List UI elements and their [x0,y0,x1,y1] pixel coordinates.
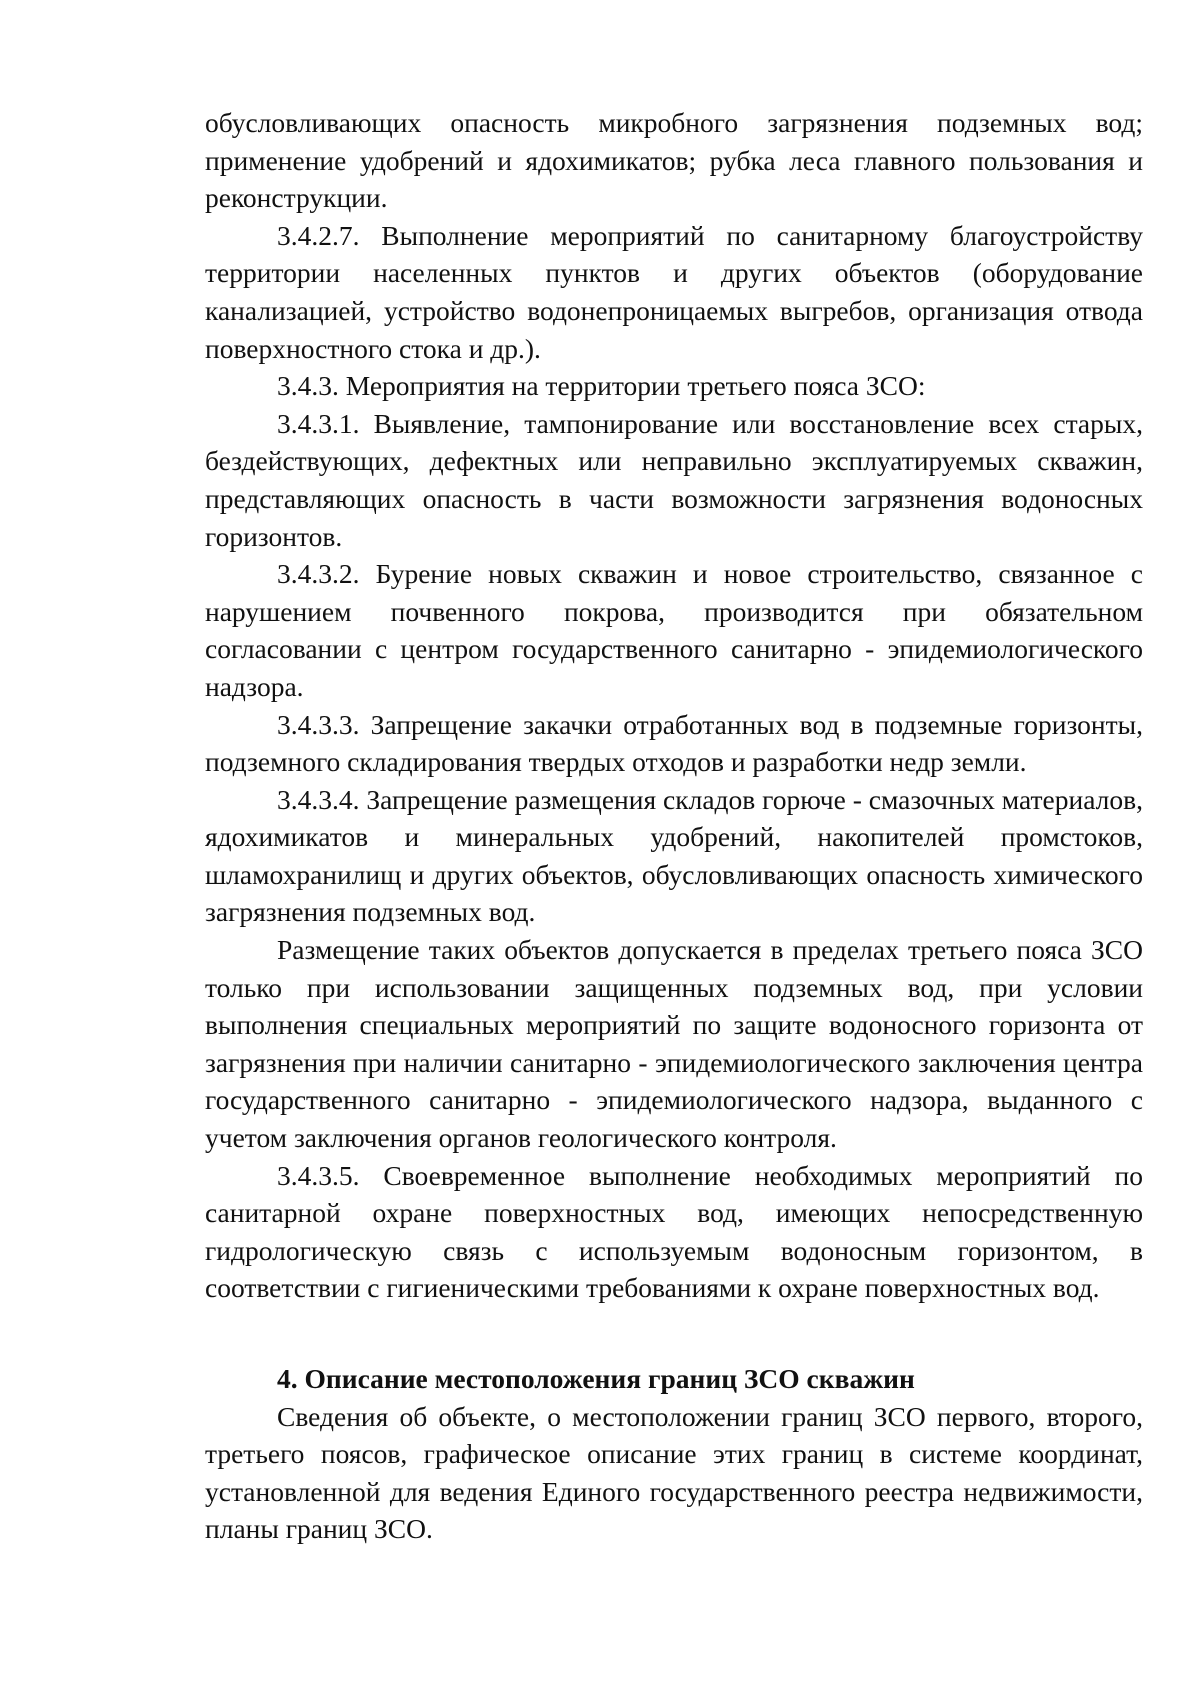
paragraph-continuation: обусловливающих опасность микробного загрязнения подземных вод; применение удобрений и ядохимикатов; рубка леса главного пользования и реконструкции. [205,107,1143,214]
paragraph-3-4-3: 3.4.3. Мероприятия на территории третьего пояса ЗСО: [277,370,926,402]
paragraph-placement-conditions: Размещение таких объектов допускается в пределах третьего пояса ЗСО только при использовании защищенных подземных вод, при условии выполнения специальных мероприятий по защите водоносного горизонта от загрязнения при наличии санитарно - эпидемиологического заключения центра государственного санитарно - эпидемиологического надзора, выданного с учетом заключения органов геологического контроля. [205,934,1143,1154]
paragraph-3-4-3-1: 3.4.3.1. Выявление, тампонирование или восстановление всех старых, бездействующих, дефектных или неправильно эксплуатируемых скважин, представляющих опасность в части возможности загрязнения водоносных горизонтов. [205,407,1143,552]
document-body [205,104,1143,1548]
section-paragraph: Сведения об объекте, о местоположении границ ЗСО первого, второго, третьего поясов, графическое описание этих границ в системе координат, установленной для ведения Единого государственного реестра недвижимости, планы границ ЗСО. [205,1400,1143,1545]
paragraph-3-4-3-4: 3.4.3.4. Запрещение размещения складов горюче - смазочных материалов, ядохимикатов и минеральных удобрений, накопителей промстоков, шламохранилищ и других объектов, обусловливающих опасность химического загрязнения подземных вод. [205,783,1143,928]
paragraph-3-4-3-3: 3.4.3.3. Запрещение закачки отработанных вод в подземные горизонты, подземного складирования твердых отходов и разработки недр земли. [205,708,1143,778]
paragraph-3-4-3-5: 3.4.3.5. Своевременное выполнение необходимых мероприятий по санитарной охране поверхностных вод, имеющих непосредственную гидрологическую связь с используемым водоносным горизонтом, в соответствии с гигиеническими требованиями к охране поверхностных вод. [205,1159,1143,1304]
paragraph-3-4-2-7: 3.4.2.7. Выполнение мероприятий по санитарному благоустройству территории населенных пунктов и других объектов (оборудование канализацией, устройство водонепроницаемых выгребов, организация отвода поверхностного стока и др.). [205,219,1143,364]
section-heading: 4. Описание местоположения границ ЗСО скважин [277,1363,915,1394]
paragraph-3-4-3-2: 3.4.3.2. Бурение новых скважин и новое строительство, связанное с нарушением почвенного покрова, производится при обязательном согласовании с центром государственного санитарно - эпидемиологического надзора. [205,558,1143,702]
